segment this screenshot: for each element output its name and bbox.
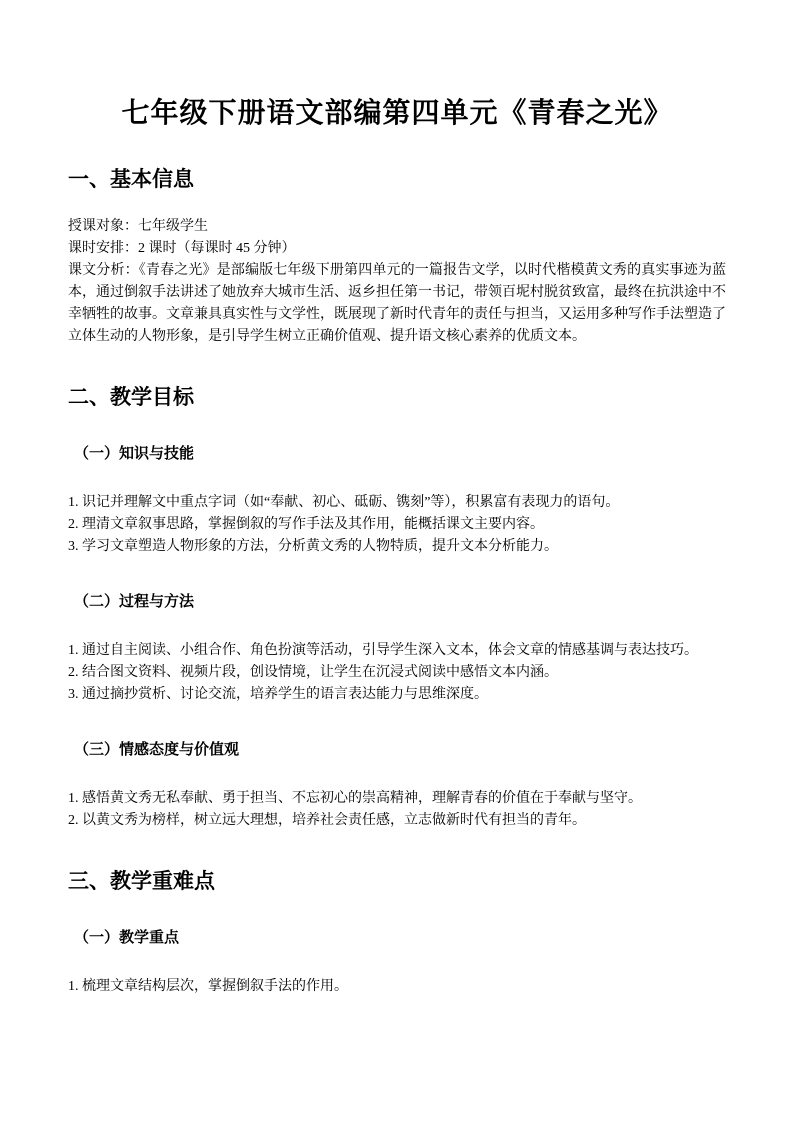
list-item: 1. 识记并理解文中重点字词（如“奉献、初心、砥砺、镌刻”等），积累富有表现力的语句。: [68, 495, 620, 510]
list-item: 2. 理清文章叙事思路，掌握倒叙的写作手法及其作用，能概括课文主要内容。: [68, 517, 544, 532]
basic-info-block: [68, 216, 726, 348]
subsection-heading-knowledge-skills: （一）知识与技能: [74, 446, 195, 462]
subsection-heading-teaching-key-points: （一）教学重点: [74, 930, 180, 946]
section-heading-teaching-goals: 二、教学目标: [68, 385, 194, 409]
list-item: 1. 通过自主阅读、小组合作、角色扮演等活动，引导学生深入文本，体会文章的情感基调与表达技巧。: [68, 643, 698, 658]
section-heading-basic-info: 一、基本信息: [68, 167, 194, 191]
teaching-key-points-list: [68, 976, 726, 998]
text-analysis-paragraph: 课文分析：《青春之光》是部编版七年级下册第四单元的一篇报告文学，以时代楷模黄文秀的真实事迹为蓝本，通过倒叙手法讲述了她放弃大城市生活、返乡担任第一书记，带领百坭村脱贫致富，最终在抗洪途中不幸牺牲的故事。文章兼具真实性与文学性，既展现了新时代青年的责任与担当，又运用多种写作手法塑造了立体生动的人物形象，是引导学生树立正确价值观、提升语文核心素养的优质文本。: [68, 263, 726, 344]
knowledge-skills-list: [68, 492, 726, 558]
list-item: 3. 通过摘抄赏析、讨论交流，培养学生的语言表达能力与思维深度。: [68, 687, 488, 702]
list-item: 1. 梳理文章结构层次，掌握倒叙手法的作用。: [68, 979, 348, 994]
section-heading-key-difficult-points: 三、教学重难点: [68, 869, 215, 893]
subsection-heading-process-methods: （二）过程与方法: [74, 594, 195, 610]
class-hours-line: 课时安排：2 课时（每课时 45 分钟）: [68, 241, 296, 256]
subsection-heading-values-attitudes: （三）情感态度与价值观: [74, 742, 240, 758]
document-title: 七年级下册语文部编第四单元《青春之光》: [121, 98, 673, 129]
list-item: 2. 以黄文秀为榜样，树立远大理想，培养社会责任感，立志做新时代有担当的青年。: [68, 813, 586, 828]
list-item: 3. 学习文章塑造人物形象的方法，分析黄文秀的人物特质，提升文本分析能力。: [68, 539, 558, 554]
list-item: 1. 感悟黄文秀无私奉献、勇于担当、不忘初心的崇高精神，理解青春的价值在于奉献与坚守。: [68, 791, 642, 806]
list-item: 2. 结合图文资料、视频片段，创设情境，让学生在沉浸式阅读中感悟文本内涵。: [68, 665, 558, 680]
teaching-target-line: 授课对象：七年级学生: [68, 219, 208, 234]
process-methods-list: [68, 640, 726, 706]
values-attitudes-list: [68, 788, 726, 832]
